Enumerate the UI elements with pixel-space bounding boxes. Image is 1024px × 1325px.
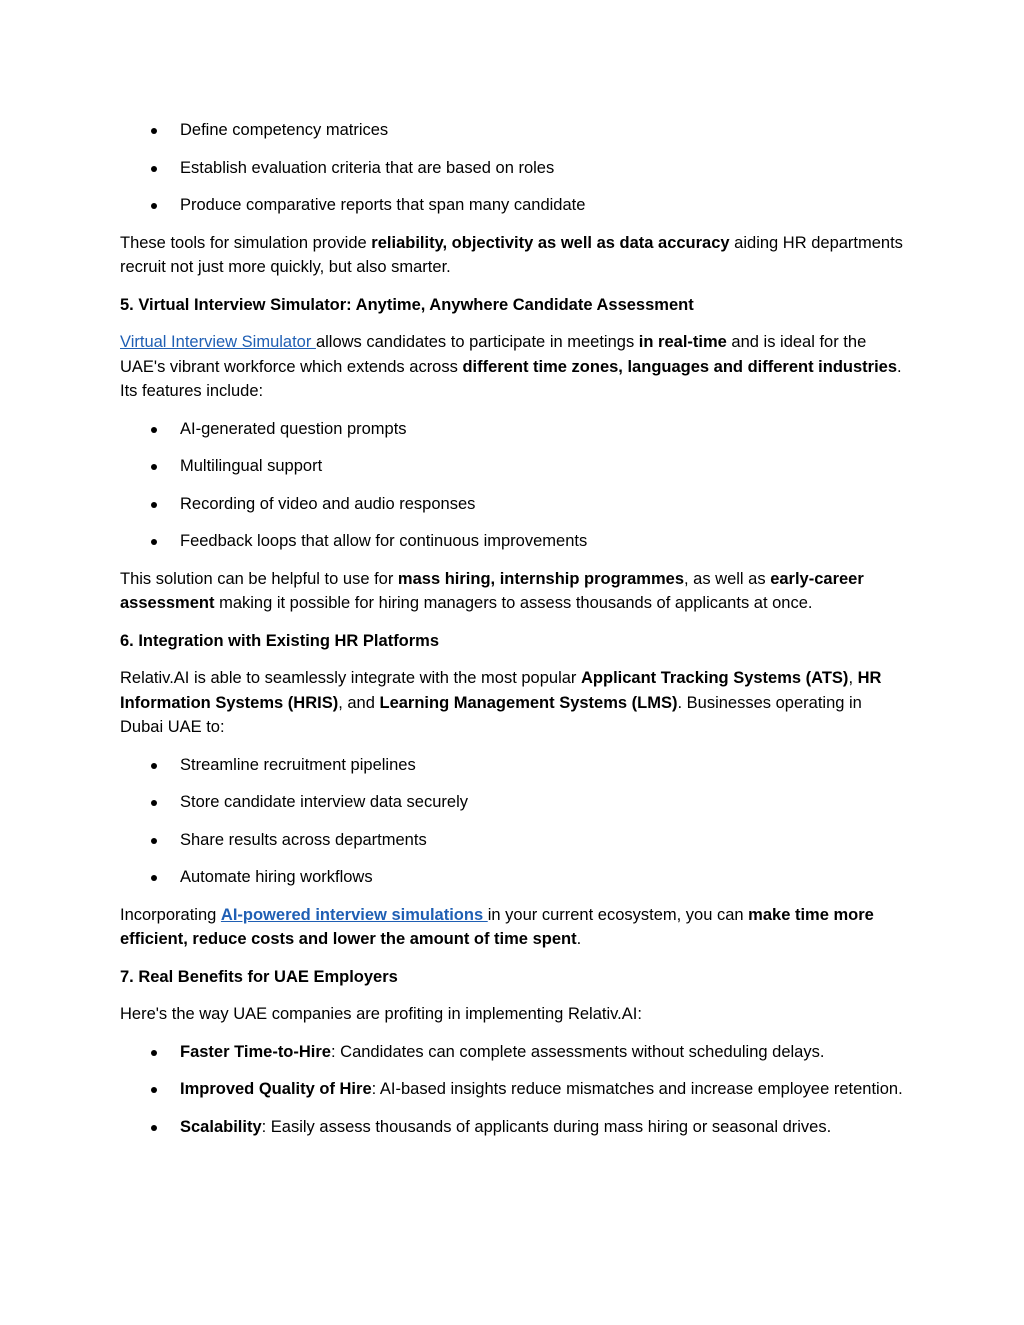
bullet-icon — [151, 1050, 157, 1056]
competency-list — [120, 118, 904, 218]
list-item: Feedback loops that allow for continuous improvements — [120, 529, 904, 554]
benefits-list — [120, 1040, 904, 1140]
list-item: Establish evaluation criteria that are based on roles — [120, 156, 904, 181]
section-heading-5: 5. Virtual Interview Simulator: Anytime, Anywhere Candidate Assessment — [120, 295, 694, 314]
document-page — [120, 118, 904, 1152]
ai-interview-simulations-link[interactable]: AI-powered interview simulations — [220, 905, 488, 924]
list-item: Produce comparative reports that span many candidate — [120, 193, 904, 218]
incorporating-paragraph: Incorporating AI-powered interview simulations in your current ecosystem, you can make time more efficient, reduce costs and lower the amount of time spent. — [120, 905, 874, 948]
bullet-icon — [151, 838, 157, 844]
bullet-icon — [151, 464, 157, 470]
integration-paragraph: Relativ.AI is able to seamlessly integrate with the most popular Applicant Tracking Systems (ATS), HR Information Systems (HRIS), and Learning Management Systems (LMS). Businesses operating in Dubai UAE to: — [120, 669, 882, 736]
bullet-icon — [151, 166, 157, 172]
list-item: Automate hiring workflows — [120, 865, 904, 890]
virtual-interview-paragraph: Virtual Interview Simulator allows candidates to participate in meetings in real-time and is ideal for the UAE's vibrant workforce which extends across different time zones, languages and different industries. Its features include: — [120, 333, 902, 400]
list-item: Streamline recruitment pipelines — [120, 753, 904, 778]
bullet-icon — [151, 875, 157, 881]
list-item: Scalability: Easily assess thousands of applicants during mass hiring or seasonal drives. — [120, 1115, 904, 1140]
bullet-icon — [151, 128, 157, 134]
bullet-icon — [151, 502, 157, 508]
bullet-icon — [151, 1087, 157, 1093]
list-item: AI-generated question prompts — [120, 417, 904, 442]
bullet-icon — [151, 1125, 157, 1131]
list-item: Recording of video and audio responses — [120, 492, 904, 517]
bullet-icon — [151, 203, 157, 209]
mass-hiring-paragraph: This solution can be helpful to use for mass hiring, internship programmes, as well as early-career assessment making it possible for hiring managers to assess thousands of applicants at once. — [120, 569, 864, 612]
bullet-icon — [151, 539, 157, 545]
section-heading-7: 7. Real Benefits for UAE Employers — [120, 967, 398, 986]
benefits-intro-paragraph: Here's the way UAE companies are profiting in implementing Relativ.AI: — [120, 1005, 642, 1023]
list-item: Multilingual support — [120, 454, 904, 479]
simulation-tools-paragraph: These tools for simulation provide reliability, objectivity as well as data accuracy aiding HR departments recruit not just more quickly, but also smarter. — [120, 233, 903, 276]
virtual-interview-simulator-link[interactable]: Virtual Interview Simulator — [120, 333, 316, 351]
list-item: Store candidate interview data securely — [120, 790, 904, 815]
list-item: Define competency matrices — [120, 118, 904, 143]
bullet-icon — [151, 800, 157, 806]
integration-list — [120, 753, 904, 890]
bullet-icon — [151, 427, 157, 433]
list-item: Improved Quality of Hire: AI-based insights reduce mismatches and increase employee retention. — [120, 1077, 904, 1102]
list-item: Share results across departments — [120, 828, 904, 853]
features-list — [120, 417, 904, 554]
list-item: Faster Time-to-Hire: Candidates can complete assessments without scheduling delays. — [120, 1040, 904, 1065]
section-heading-6: 6. Integration with Existing HR Platforms — [120, 631, 440, 650]
bullet-icon — [151, 763, 157, 769]
